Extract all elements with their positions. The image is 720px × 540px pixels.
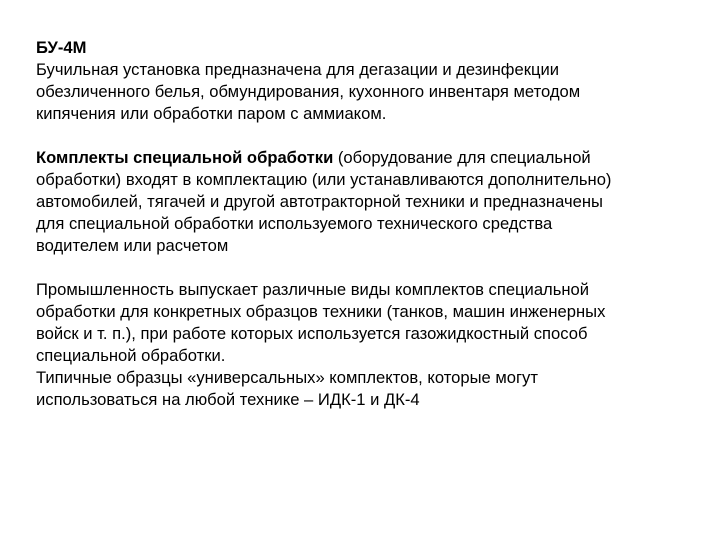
paragraph-line: обработки) входят в комплектацию (или устанавливаются дополнительно) — [36, 170, 612, 189]
paragraph-line: для специальной обработки используемого технического средства — [36, 214, 553, 233]
slide-content — [36, 37, 676, 411]
paragraph-line: автомобилей, тягачей и другой автотракторной техники и предназначены — [36, 192, 603, 211]
paragraph-line: кипячения или обработки паром с аммиаком. — [36, 104, 387, 123]
paragraph-line: войск и т. п.), при работе которых используется газожидкостный способ — [36, 324, 588, 343]
paragraph-line: Промышленность выпускает различные виды комплектов специальной — [36, 280, 590, 299]
kits-bold-lead: Комплекты специальной обработки — [36, 148, 334, 167]
paragraph-line — [36, 147, 676, 169]
paragraph-line: Типичные образцы «универсальных» комплектов, которые могут — [36, 368, 538, 387]
paragraph-line: использоваться на любой технике – ИДК-1 и ДК-4 — [36, 390, 420, 409]
paragraph-line: обезличенного белья, обмундирования, кухонного инвентаря методом — [36, 82, 581, 101]
paragraph-line: обработки для конкретных образцов техники (танков, машин инженерных — [36, 302, 606, 321]
bu-4m-title: БУ-4М — [36, 38, 87, 57]
paragraph-special-treatment-kits — [36, 147, 676, 257]
paragraph-line: Бучильная установка предназначена для дегазации и дезинфекции — [36, 60, 559, 79]
paragraph-industry-kits — [36, 279, 676, 411]
kits-first-line-rest: (оборудование для специальной — [333, 148, 591, 167]
paragraph-line: специальной обработки. — [36, 346, 226, 365]
paragraph-bu-4m — [36, 37, 676, 125]
paragraph-line: водителем или расчетом — [36, 236, 229, 255]
